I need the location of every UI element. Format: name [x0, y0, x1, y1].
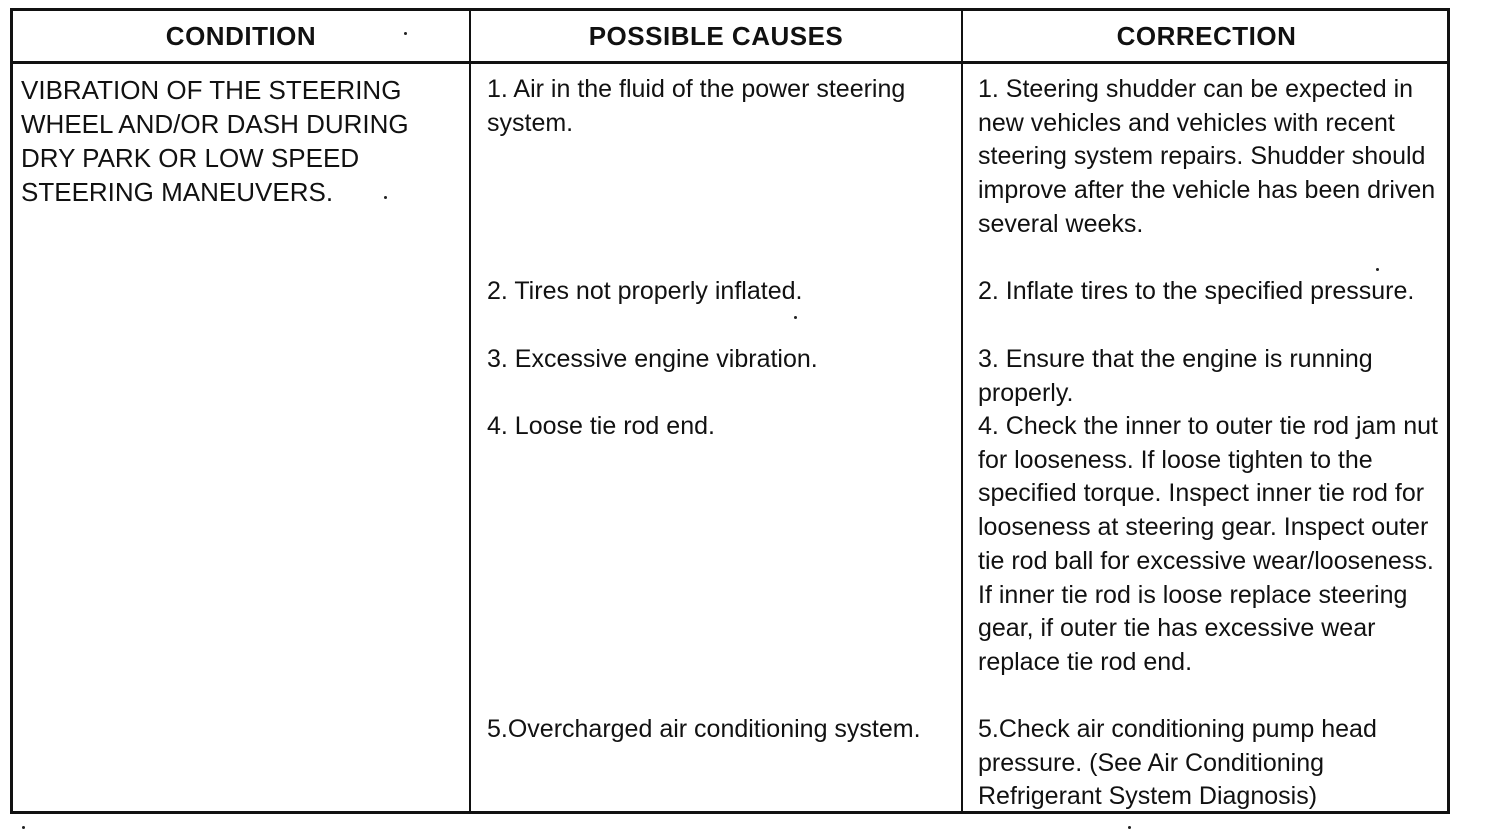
header-possible-causes: POSSIBLE CAUSES: [588, 20, 844, 51]
condition-cell: VIBRATION OF THE STEERING WHEEL AND/OR DASH DURING DRY PARK OR LOW SPEED STEERING MANEUVERS.: [21, 75, 409, 207]
cause-4: 4. Loose tie rod end.: [487, 412, 715, 440]
correction-1: 1. Steering shudder can be expected in new vehicles and vehicles with recent steering system repairs. Shudder should improve after the vehicle has been driven several weeks.: [978, 75, 1436, 238]
scan-speck: [384, 196, 387, 199]
scan-speck: [1128, 826, 1131, 829]
correction-2: 2. Inflate tires to the specified pressure.: [978, 277, 1415, 305]
column-divider: [469, 11, 471, 811]
scan-speck: [794, 316, 797, 319]
scan-speck: [1376, 268, 1379, 271]
cause-5: 5.Overcharged air conditioning system.: [487, 715, 921, 743]
header-divider: [13, 61, 1447, 64]
cause-2: 2. Tires not properly inflated.: [487, 277, 803, 305]
scan-speck: [404, 32, 407, 35]
diagnosis-table: [10, 8, 1450, 814]
column-divider: [961, 11, 963, 811]
scan-speck: [22, 826, 25, 829]
correction-3: 3. Ensure that the engine is running properly.: [978, 345, 1373, 407]
cause-3: 3. Excessive engine vibration.: [487, 345, 818, 373]
header-condition: CONDITION: [165, 20, 317, 51]
header-correction: CORRECTION: [1116, 20, 1297, 51]
cause-1: 1. Air in the fluid of the power steering system.: [487, 75, 906, 137]
correction-5: 5.Check air conditioning pump head pressure. (See Air Conditioning Refrigerant System Diagnosis): [978, 715, 1377, 811]
correction-4: 4. Check the inner to outer tie rod jam nut for looseness. If loose tighten to the specified torque. Inspect inner tie rod for looseness at steering gear. Inspect outer tie rod ball for excessive wear/looseness. If inner tie rod is loose replace steering gear, if outer tie has excessive wear replace tie rod end.: [978, 412, 1438, 676]
